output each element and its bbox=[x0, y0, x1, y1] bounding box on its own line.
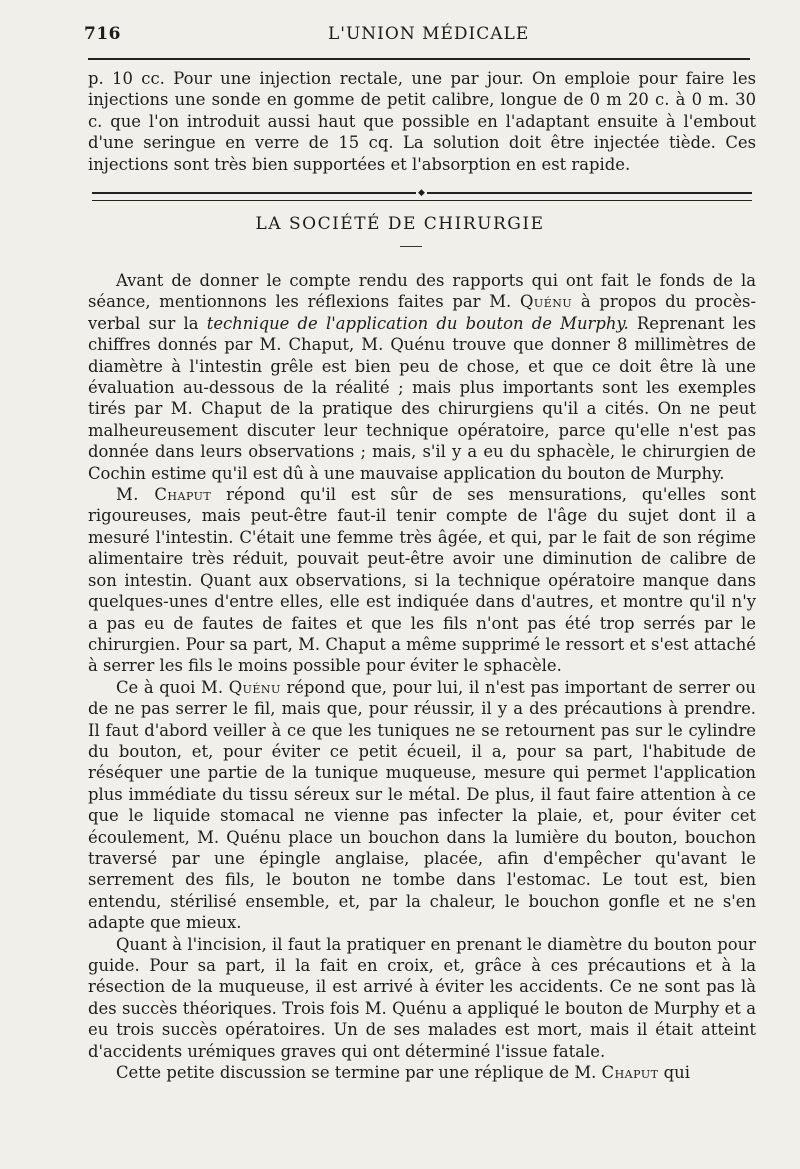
p1-italic-title: technique de l'application du bouton de Murphy. bbox=[206, 313, 629, 333]
p3-speaker: Quénu bbox=[228, 677, 281, 697]
paragraph-1 bbox=[88, 270, 756, 484]
paragraph-5 bbox=[88, 1062, 756, 1083]
article-body bbox=[88, 270, 756, 1083]
paragraph-3 bbox=[88, 677, 756, 934]
p1-author-name: Quénu bbox=[520, 292, 573, 312]
header-rule bbox=[88, 58, 750, 60]
section-divider bbox=[92, 188, 752, 201]
p5-text-b: qui bbox=[658, 1063, 690, 1083]
p2-text: répond qu'il est sûr de ses mensurations, qu'elles sont rigoureuses, mais peut-être faut-il tenir compte de l'âge du sujet dont il a mesuré l'intestin. C'était une femme très âgée, et qui, par le fait de son régime alimentaire très réduit, pouvait peut-être avoir une diminution de calibre de son intestin. Quant aux observations, si la technique opératoire manque dans quelques-unes d'entre elles, elle est indiquée dans d'autres, et montre qu'il n'y a pas eu de fautes de faites et que les fils n'ont pas été trop serrés par le chirurgien. Pour sa part, M. Chaput a même supprimé le ressort et s'est attaché à serrer les fils le moins possible pour éviter le sphacèle. bbox=[88, 485, 756, 676]
p3-text-a: Ce à quoi M. bbox=[116, 677, 229, 697]
intro-paragraph-block bbox=[88, 68, 756, 175]
page-number: 716 bbox=[84, 24, 121, 44]
p5-text-a: Cette petite discussion se termine par une réplique de M. bbox=[116, 1063, 602, 1083]
p1-text-a: Avant de donner le compte rendu des rapports qui ont fait le fonds de la séance, mentionnons les réflexions faites par M. bbox=[88, 271, 756, 312]
paragraph-2 bbox=[88, 484, 756, 677]
paragraph-4: Quant à l'incision, il faut la pratiquer en prenant le diamètre du bouton pour guide. Pour sa part, il la fait en croix, et, grâce à ces précautions et à la résection de la muqueuse, il est arrivé à éviter les accidents. Ce ne sont pas là des succès théoriques. Trois fois M. Quénu a appliqué le bouton de Murphy et a eu trois succès opératoires. Un de ses malades est mort, mais il était atteint d'accidents urémiques graves qui ont déterminé l'issue fatale. bbox=[88, 934, 756, 1061]
intro-paragraph: p. 10 cc. Pour une injection rectale, une par jour. On emploie pour faire les injections une sonde en gomme de petit calibre, longue de 0 m 20 c. à 0 m. 30 c. que l'on introduit aussi haut que possible en l'adaptant ensuite à l'embout d'une seringue en verre de 15 cq. La solution doit être injectée tiède. Ces injections sont très bien supportées et l'absorption en est rapide. bbox=[88, 69, 756, 174]
p5-speaker: Chaput bbox=[601, 1063, 659, 1083]
p3-text-b: répond que, pour lui, il n'est pas important de serrer ou de ne pas serrer le fil, mais que, pour réussir, il y a des précautions à prendre. Il faut d'abord veiller à ce que les tuniques ne se retournent pas sur le cylindre du bouton, et, pour éviter ce petit écueil, il a, pour sa part, l'habitude de réséquer une partie de la tunique muqueuse, mesure qui permet l'application plus immédiate du tissu séreux sur le métal. De plus, il faut faire attention à ce que le liquide stomacal ne vienne pas infecter la plaie, et, pour éviter cet écoulement, M. Quénu place un bouchon dans la lumière du bouton, bouchon traversé par une épingle anglaise, placée, afin d'empêcher qu'avant le serrement des fils, le bouton ne tombe dans l'estomac. Le tout est, bien entendu, stérilisé ensemble, et, par la chaleur, le bouchon gonfle et ne s'en adapte que mieux. bbox=[88, 677, 756, 933]
running-header bbox=[84, 24, 756, 48]
p2-speaker: M. Chaput bbox=[116, 485, 212, 505]
divider-ornament-icon: ◆ bbox=[418, 188, 425, 198]
p1-text-b: à propos du procès-verbal sur la bbox=[88, 292, 756, 333]
title-dash bbox=[400, 246, 422, 247]
section-title: LA SOCIÉTÉ DE CHIRURGIE bbox=[255, 214, 545, 234]
p1-text-c: Reprenant les chiffres donnés par M. Chaput, M. Quénu trouve que donner 8 millimètres de diamètre à l'intestin grêle est bien peu de chose, et que ce doit être là une évaluation au-dessous de la réalité ; mais plus importants sont les exemples tirés par M. Chaput de la pratique des chirurgiens qu'il a cités. On ne peut malheureusement discuter leur technique opératoire, parce qu'elle n'est pas donnée dans leurs observations ; mais, s'il y a eu du sphacèle, le chirurgien de Cochin estime qu'il est dû à une mauvaise application du bouton de Murphy. bbox=[88, 313, 757, 483]
journal-title: L'UNION MÉDICALE bbox=[328, 24, 530, 44]
